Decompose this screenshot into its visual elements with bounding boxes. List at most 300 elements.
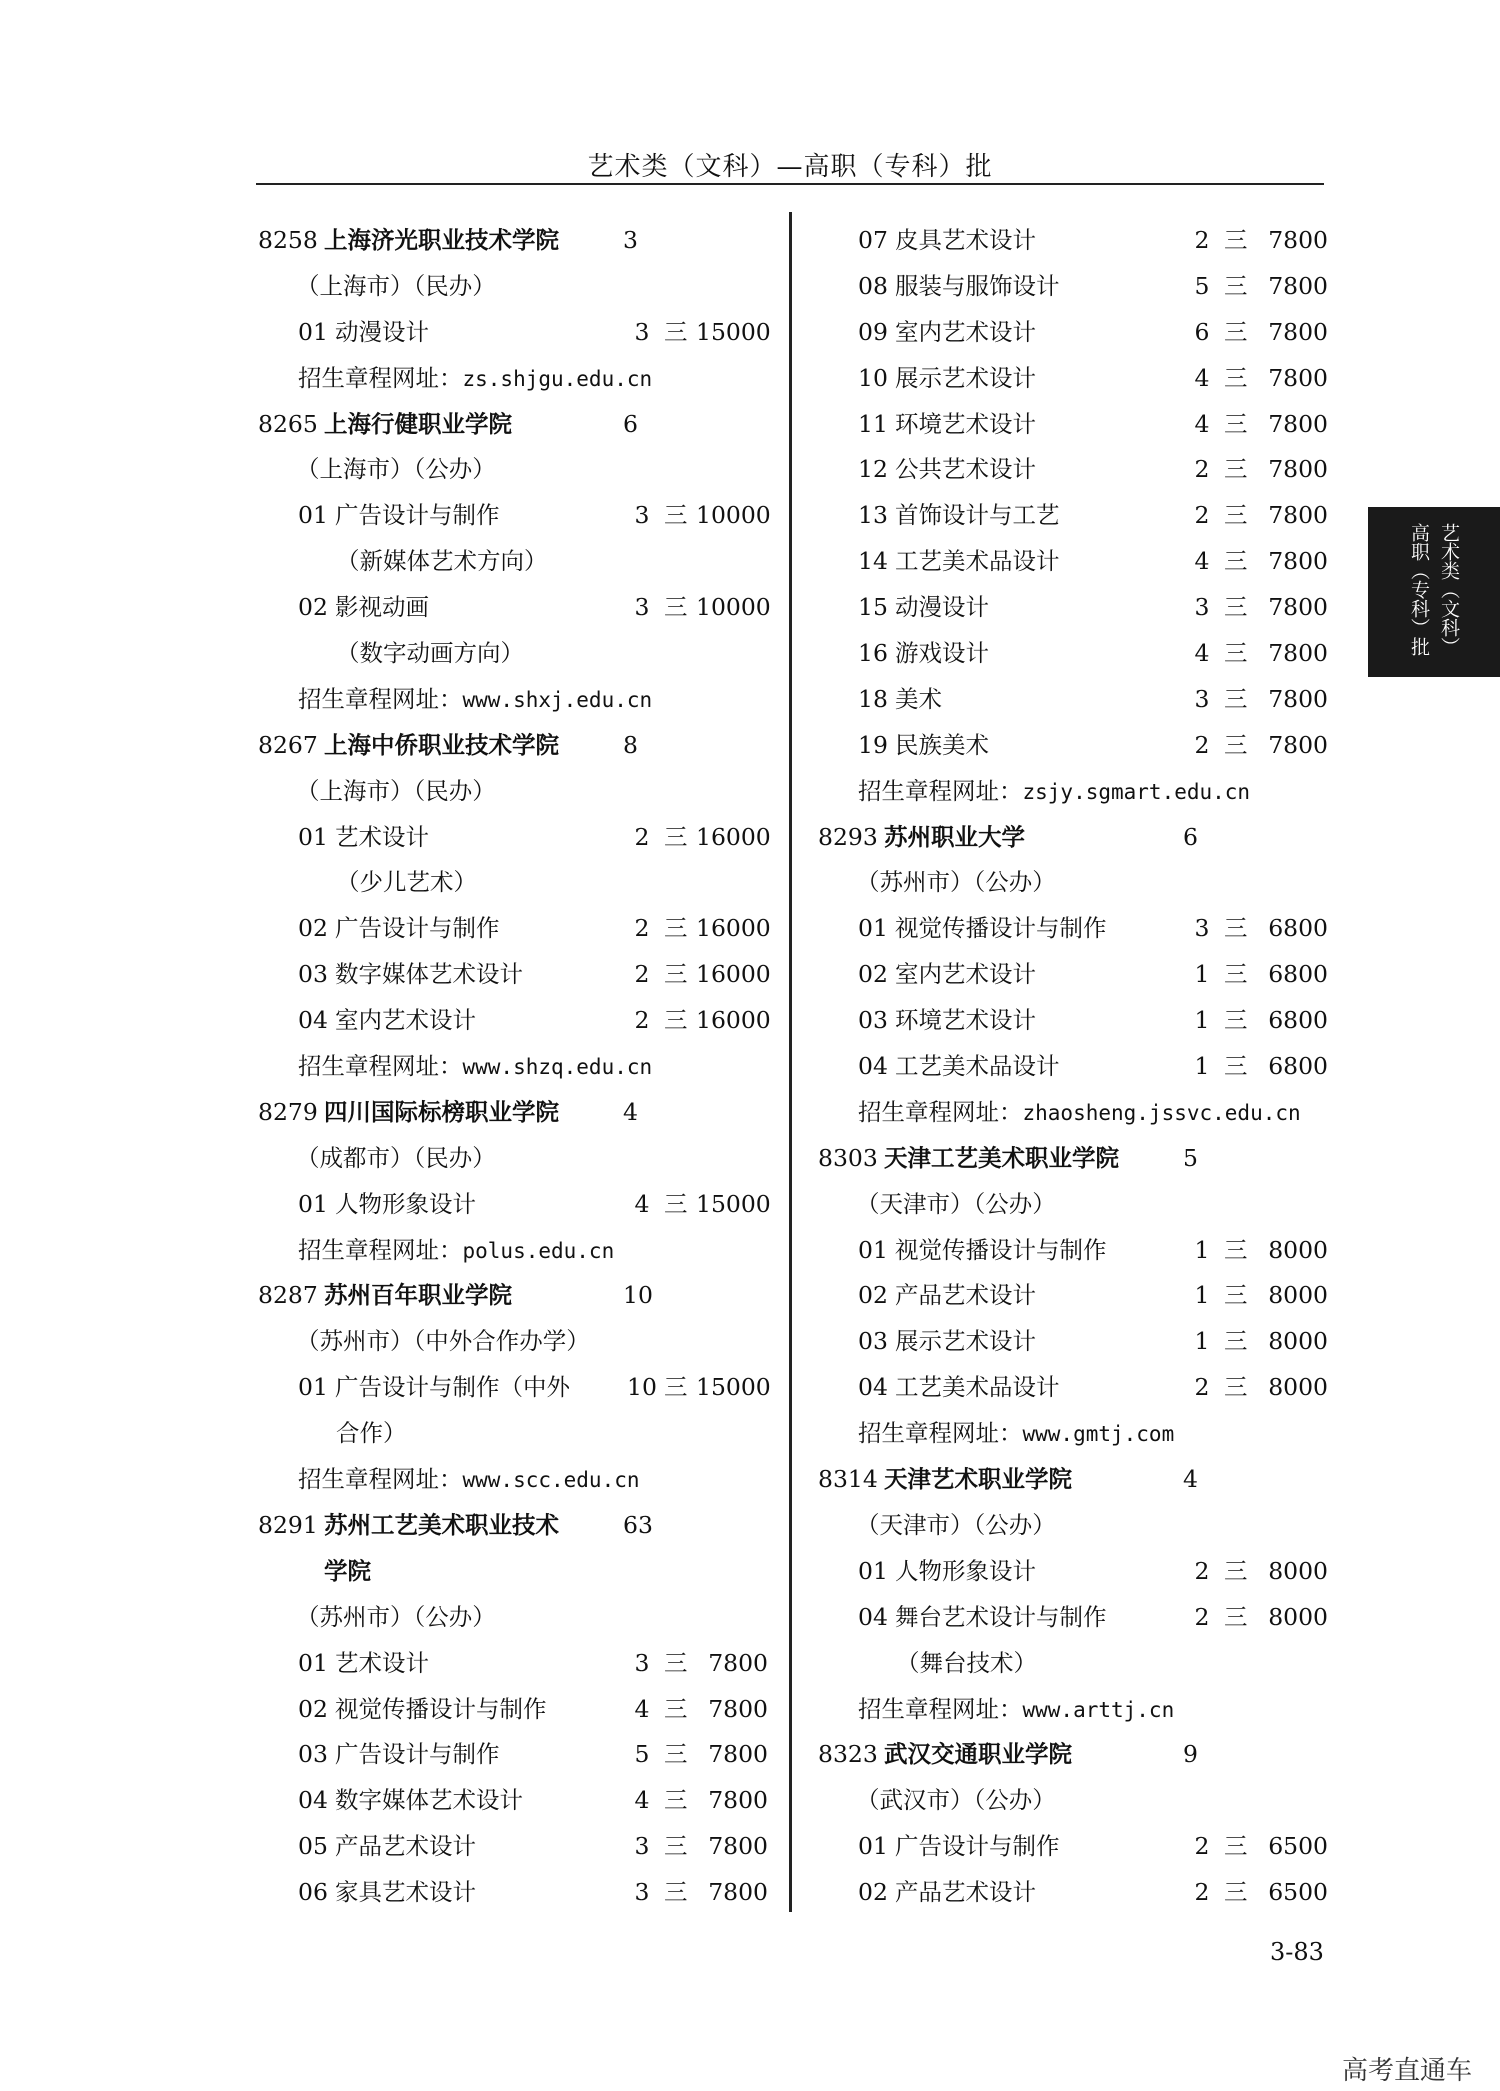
- admission-url: [858, 1687, 1174, 1734]
- major-years: 三: [664, 1878, 688, 1907]
- major-note: [258, 539, 768, 585]
- major-name: 动漫设计: [895, 593, 989, 622]
- major-name: 产品艺术设计: [895, 1281, 1036, 1310]
- major-row: [818, 1044, 1328, 1090]
- school-quota: 10: [623, 1281, 653, 1310]
- major-quota: 2: [1194, 226, 1210, 254]
- admission-url: [298, 1457, 640, 1504]
- major-code: 01: [858, 1235, 888, 1264]
- major-code: 08: [858, 271, 888, 300]
- major-years: 三: [1224, 409, 1248, 438]
- major-name: 室内艺术设计: [335, 1006, 476, 1035]
- major-years: 三: [1224, 547, 1248, 576]
- school-quota: 6: [623, 409, 638, 438]
- major-fee: 16000: [696, 1006, 771, 1035]
- major-code: 13: [858, 501, 888, 530]
- major-row: [818, 1273, 1328, 1319]
- major-code: 06: [298, 1878, 328, 1907]
- major-years: 三: [664, 501, 688, 530]
- major-fee: 6800: [1268, 1052, 1328, 1081]
- major-code: 04: [858, 1602, 888, 1631]
- major-years: 三: [664, 1832, 688, 1861]
- school-name: 苏州百年职业学院: [324, 1281, 512, 1310]
- section-side-tab: [1368, 507, 1500, 677]
- school-location: [258, 447, 768, 493]
- major-name: 工艺美术品设计: [895, 1052, 1060, 1081]
- major-quota: 4: [634, 1786, 650, 1815]
- major-fee: 10000: [696, 593, 771, 622]
- major-note: [258, 1411, 768, 1457]
- school-code: 8293: [818, 822, 878, 851]
- school-name-cont: 学院: [324, 1556, 371, 1585]
- admission-url-row: [818, 1090, 1318, 1136]
- major-code: 18: [858, 684, 888, 713]
- major-quota: 2: [1194, 455, 1210, 484]
- major-name: 影视动画: [335, 593, 429, 622]
- major-name: 视觉传播设计与制作: [895, 914, 1107, 943]
- school-entry: [258, 1503, 768, 1549]
- school-location: [258, 264, 768, 310]
- school-name: 上海中侨职业技术学院: [324, 730, 559, 759]
- major-quota: 3: [634, 1832, 650, 1861]
- major-name: 环境艺术设计: [895, 1006, 1036, 1035]
- major-quota: 2: [1194, 730, 1210, 759]
- school-entry: [818, 1732, 1318, 1778]
- major-years: 三: [664, 1648, 688, 1677]
- major-fee: 8000: [1268, 1327, 1328, 1356]
- major-years: 三: [1224, 639, 1248, 668]
- left-column: [258, 218, 771, 1916]
- url-value: www.gmtj.com: [1022, 1422, 1175, 1447]
- major-quota: 4: [634, 1694, 650, 1723]
- location-text: （武汉市）（公办）: [856, 1786, 1056, 1815]
- school-name: 上海行健职业学院: [324, 409, 512, 438]
- major-code: 01: [858, 1832, 888, 1861]
- major-quota: 4: [1194, 409, 1210, 438]
- major-name: 工艺美术品设计: [895, 547, 1060, 576]
- url-value: polus.edu.cn: [462, 1238, 615, 1263]
- major-name: 室内艺术设计: [895, 960, 1036, 989]
- major-fee: 7800: [1268, 639, 1328, 668]
- major-fee: 7800: [1268, 409, 1328, 438]
- major-code: 03: [298, 960, 328, 989]
- school-code: 8267: [258, 730, 318, 759]
- url-label: 招生章程网址：: [298, 684, 463, 713]
- admission-url-row: [258, 356, 768, 402]
- major-fee: 7800: [1268, 593, 1328, 622]
- major-quota: 1: [1194, 1006, 1210, 1035]
- major-years: 三: [1224, 1006, 1248, 1035]
- major-quota: 2: [1194, 1878, 1210, 1907]
- admission-url: [298, 356, 652, 403]
- major-years: 三: [1224, 914, 1248, 943]
- major-row: [818, 218, 1328, 264]
- header-rule: [256, 183, 1324, 185]
- major-code: 10: [858, 363, 888, 392]
- major-name: 展示艺术设计: [895, 1327, 1036, 1356]
- major-quota: 2: [634, 1006, 650, 1035]
- major-quota: 3: [634, 1648, 650, 1677]
- major-code: 01: [858, 1556, 888, 1585]
- major-code: 02: [858, 1281, 888, 1310]
- school-location: [258, 1595, 768, 1641]
- major-quota: 4: [634, 1189, 650, 1218]
- school-code: 8314: [818, 1465, 878, 1494]
- major-years: 三: [664, 960, 688, 989]
- school-code: 8265: [258, 409, 318, 438]
- major-fee: 6800: [1268, 1006, 1328, 1035]
- major-fee: 16000: [696, 960, 771, 989]
- url-value: www.arttj.cn: [1022, 1697, 1175, 1722]
- major-code: 01: [298, 1189, 328, 1218]
- school-entry: [258, 723, 768, 769]
- major-years: 三: [1224, 363, 1248, 392]
- admission-url: [298, 677, 652, 724]
- major-row: [818, 264, 1328, 310]
- school-location: [818, 860, 1318, 906]
- major-fee: 16000: [696, 822, 771, 851]
- url-label: 招生章程网址：: [298, 1465, 463, 1494]
- major-years: 三: [1224, 1832, 1248, 1861]
- major-years: 三: [1224, 1281, 1248, 1310]
- major-fee: 7800: [708, 1694, 768, 1723]
- watermark-text: 高考直通车: [1341, 2056, 1472, 2086]
- major-code: 07: [858, 226, 888, 254]
- major-quota: 2: [1194, 1373, 1210, 1402]
- major-fee: 16000: [696, 914, 771, 943]
- major-years: 三: [1224, 455, 1248, 484]
- school-quota: 8: [623, 730, 638, 759]
- major-quota: 2: [1194, 501, 1210, 530]
- major-row: [258, 585, 771, 631]
- url-value: www.shzq.edu.cn: [462, 1055, 653, 1080]
- admission-url-row: [258, 1457, 768, 1503]
- major-row: [818, 447, 1328, 493]
- major-years: 三: [1224, 1878, 1248, 1907]
- major-code: 02: [298, 1694, 328, 1723]
- major-row: [258, 1824, 768, 1870]
- url-label: 招生章程网址：: [298, 363, 463, 392]
- note-text: （新媒体艺术方向）: [336, 547, 548, 576]
- major-row: [818, 585, 1328, 631]
- school-entry: [258, 1090, 768, 1136]
- major-note: [258, 860, 768, 906]
- url-value: zhaosheng.jssvc.edu.cn: [1022, 1100, 1301, 1125]
- school-quota: 6: [1183, 822, 1198, 851]
- admission-url: [298, 1044, 652, 1091]
- major-fee: 7800: [1268, 501, 1328, 530]
- major-fee: 8000: [1268, 1373, 1328, 1402]
- major-name: 广告设计与制作: [335, 501, 500, 530]
- admission-url: [858, 1090, 1301, 1137]
- school-location: [818, 1778, 1318, 1824]
- page-number: 3-83: [1270, 1938, 1324, 1966]
- major-name: 艺术设计: [335, 1648, 429, 1677]
- school-entry: [818, 1136, 1318, 1182]
- location-text: （天津市）（公办）: [856, 1510, 1056, 1539]
- major-years: 三: [664, 822, 688, 851]
- school-name: 武汉交通职业学院: [884, 1740, 1072, 1769]
- major-years: 三: [664, 1006, 688, 1035]
- major-name: 人物形象设计: [335, 1189, 476, 1218]
- major-fee: 7800: [1268, 363, 1328, 392]
- location-text: （天津市）（公办）: [856, 1189, 1056, 1218]
- major-years: 三: [664, 1786, 688, 1815]
- location-text: （上海市）（民办）: [296, 271, 496, 300]
- major-row: [258, 1687, 768, 1733]
- url-label: 招生章程网址：: [298, 1052, 463, 1081]
- school-code: 8287: [258, 1281, 318, 1310]
- school-quota: 63: [623, 1510, 653, 1539]
- major-name: 数字媒体艺术设计: [335, 960, 523, 989]
- major-fee: 8000: [1268, 1602, 1328, 1631]
- location-text: （上海市）（公办）: [296, 455, 496, 484]
- major-fee: 10000: [696, 501, 771, 530]
- major-quota: 1: [1194, 1281, 1210, 1310]
- major-code: 03: [298, 1740, 328, 1769]
- major-row: [258, 998, 771, 1044]
- major-years: 三: [664, 593, 688, 622]
- major-years: 三: [1224, 317, 1248, 346]
- major-fee: 8000: [1268, 1235, 1328, 1264]
- major-code: 03: [858, 1327, 888, 1356]
- major-fee: 7800: [708, 1878, 768, 1907]
- major-quota: 4: [1194, 547, 1210, 576]
- major-years: 三: [1224, 1556, 1248, 1585]
- school-quota: 4: [623, 1097, 638, 1126]
- location-text: （苏州市）（公办）: [296, 1602, 496, 1631]
- url-value: www.scc.edu.cn: [462, 1468, 640, 1493]
- admission-url-row: [818, 1687, 1318, 1733]
- major-name: 工艺美术品设计: [895, 1373, 1060, 1402]
- major-quota: 3: [634, 1878, 650, 1907]
- major-name: 游戏设计: [895, 639, 989, 668]
- major-fee: 7800: [1268, 730, 1328, 759]
- major-name: 视觉传播设计与制作: [335, 1694, 547, 1723]
- school-code: 8303: [818, 1143, 878, 1172]
- major-name: 产品艺术设计: [335, 1832, 476, 1861]
- major-code: 01: [298, 1373, 328, 1402]
- school-entry: [258, 218, 768, 264]
- major-years: 三: [1224, 1373, 1248, 1402]
- major-fee: 15000: [696, 317, 771, 346]
- major-quota: 1: [1194, 1235, 1210, 1264]
- note-text: 合作）: [336, 1419, 407, 1448]
- major-name: 人物形象设计: [895, 1556, 1036, 1585]
- major-quota: 2: [1194, 1832, 1210, 1861]
- school-code: 8323: [818, 1740, 878, 1769]
- major-fee: 7800: [708, 1832, 768, 1861]
- major-fee: 7800: [1268, 317, 1328, 346]
- major-quota: 3: [1194, 593, 1210, 622]
- major-row: [818, 1824, 1328, 1870]
- major-name: 环境艺术设计: [895, 409, 1036, 438]
- column-divider: [789, 212, 792, 1912]
- major-quota: 3: [634, 317, 650, 346]
- major-fee: 7800: [708, 1648, 768, 1677]
- school-code: 8291: [258, 1510, 318, 1539]
- major-years: 三: [664, 1694, 688, 1723]
- major-quota: 2: [1194, 1556, 1210, 1585]
- location-text: （苏州市）（中外合作办学）: [296, 1327, 590, 1356]
- major-name: 数字媒体艺术设计: [335, 1786, 523, 1815]
- url-value: zs.shjgu.edu.cn: [462, 366, 653, 391]
- school-code: 8279: [258, 1097, 318, 1126]
- major-code: 14: [858, 547, 888, 576]
- major-row: [818, 1365, 1328, 1411]
- school-name: 四川国际标榜职业学院: [324, 1097, 559, 1126]
- url-value: www.shxj.edu.cn: [462, 687, 653, 712]
- location-text: （上海市）（民办）: [296, 776, 496, 805]
- note-text: （舞台技术）: [896, 1648, 1037, 1677]
- major-code: 02: [858, 960, 888, 989]
- major-row: [818, 677, 1328, 723]
- major-fee: 15000: [696, 1373, 771, 1402]
- major-years: 三: [1224, 1052, 1248, 1081]
- major-row: [818, 1319, 1328, 1365]
- major-name: 舞台艺术设计与制作: [895, 1602, 1107, 1631]
- major-years: 三: [1224, 593, 1248, 622]
- admission-url-row: [818, 1411, 1318, 1457]
- major-row: [258, 1732, 768, 1778]
- school-name: 上海济光职业技术学院: [324, 226, 559, 254]
- major-row: [258, 815, 771, 861]
- major-name: 广告设计与制作: [335, 1740, 500, 1769]
- major-years: 三: [1224, 226, 1248, 254]
- school-location: [258, 1319, 768, 1365]
- major-years: 三: [1224, 684, 1248, 713]
- url-label: 招生章程网址：: [858, 1419, 1023, 1448]
- major-years: 三: [664, 1189, 688, 1218]
- major-quota: 4: [1194, 363, 1210, 392]
- major-fee: 7800: [1268, 226, 1328, 254]
- school-quota: 4: [1183, 1465, 1198, 1494]
- major-fee: 7800: [1268, 455, 1328, 484]
- major-row: [818, 1595, 1328, 1641]
- major-fee: 7800: [708, 1786, 768, 1815]
- major-code: 02: [298, 914, 328, 943]
- school-name: 苏州工艺美术职业技术: [324, 1510, 559, 1539]
- school-entry: [818, 1457, 1318, 1503]
- admission-url-row: [818, 769, 1318, 815]
- url-label: 招生章程网址：: [858, 1097, 1023, 1126]
- major-name: 皮具艺术设计: [895, 226, 1036, 254]
- major-name: 展示艺术设计: [895, 363, 1036, 392]
- right-column: [818, 218, 1328, 1916]
- major-name: 美术: [895, 684, 942, 713]
- major-name: 室内艺术设计: [895, 317, 1036, 346]
- major-fee: 6500: [1268, 1878, 1328, 1907]
- major-years: 三: [1224, 1235, 1248, 1264]
- school-name: 天津工艺美术职业学院: [884, 1143, 1119, 1172]
- major-row: [258, 1182, 771, 1228]
- major-row: [818, 493, 1328, 539]
- major-quota: 2: [634, 822, 650, 851]
- major-name: 广告设计与制作: [335, 914, 500, 943]
- admission-url: [858, 1411, 1174, 1458]
- major-quota: 1: [1194, 1327, 1210, 1356]
- major-quota: 2: [1194, 1602, 1210, 1631]
- major-name: 视觉传播设计与制作: [895, 1235, 1107, 1264]
- major-code: 19: [858, 730, 888, 759]
- major-years: 三: [664, 1373, 688, 1402]
- major-row: [818, 539, 1328, 585]
- major-quota: 10: [627, 1373, 657, 1402]
- major-fee: 8000: [1268, 1556, 1328, 1585]
- major-row: [258, 906, 771, 952]
- major-row: [818, 952, 1328, 998]
- major-fee: 7800: [1268, 684, 1328, 713]
- major-code: 09: [858, 317, 888, 346]
- school-entry: [818, 815, 1318, 861]
- major-fee: 15000: [696, 1189, 771, 1218]
- school-name-continued: [258, 1549, 768, 1595]
- major-code: 04: [298, 1006, 328, 1035]
- major-name: 动漫设计: [335, 317, 429, 346]
- major-note: [818, 1641, 1318, 1687]
- major-quota: 3: [634, 593, 650, 622]
- admission-url-row: [258, 677, 768, 723]
- major-row: [818, 1870, 1328, 1916]
- school-location: [258, 1136, 768, 1182]
- major-code: 02: [298, 593, 328, 622]
- major-fee: 6800: [1268, 914, 1328, 943]
- major-quota: 2: [634, 960, 650, 989]
- major-quota: 1: [1194, 1052, 1210, 1081]
- school-entry: [258, 1273, 768, 1319]
- admission-url: [858, 769, 1250, 816]
- major-row: [818, 402, 1328, 448]
- major-code: 01: [298, 1648, 328, 1677]
- major-note: [258, 631, 768, 677]
- major-code: 01: [298, 317, 328, 346]
- major-row: [818, 906, 1328, 952]
- major-row: [818, 1228, 1328, 1274]
- major-name: 民族美术: [895, 730, 989, 759]
- major-code: 04: [858, 1052, 888, 1081]
- school-name: 苏州职业大学: [884, 822, 1025, 851]
- major-name: 首饰设计与工艺: [895, 501, 1060, 530]
- major-row: [258, 952, 771, 998]
- major-row: [258, 1778, 768, 1824]
- url-label: 招生章程网址：: [858, 776, 1023, 805]
- location-text: （成都市）（民办）: [296, 1143, 496, 1172]
- major-code: 04: [298, 1786, 328, 1815]
- major-years: 三: [1224, 501, 1248, 530]
- major-row: [258, 493, 771, 539]
- major-row: [258, 1870, 768, 1916]
- major-name: 服装与服饰设计: [895, 271, 1060, 300]
- major-row: [818, 356, 1328, 402]
- major-code: 05: [298, 1832, 328, 1861]
- major-row: [818, 998, 1328, 1044]
- major-row: [818, 723, 1328, 769]
- major-years: 三: [664, 1740, 688, 1769]
- major-quota: 3: [1194, 914, 1210, 943]
- school-quota: 3: [623, 226, 638, 254]
- major-fee: 7800: [1268, 547, 1328, 576]
- school-location: [818, 1182, 1318, 1228]
- major-code: 02: [858, 1878, 888, 1907]
- major-quota: 5: [634, 1740, 650, 1769]
- major-quota: 2: [634, 914, 650, 943]
- url-value: zsjy.sgmart.edu.cn: [1022, 779, 1251, 804]
- major-code: 11: [858, 409, 888, 438]
- major-years: 三: [1224, 1327, 1248, 1356]
- major-quota: 5: [1194, 271, 1210, 300]
- major-row: [818, 1549, 1328, 1595]
- major-name: 广告设计与制作（中外: [335, 1373, 570, 1402]
